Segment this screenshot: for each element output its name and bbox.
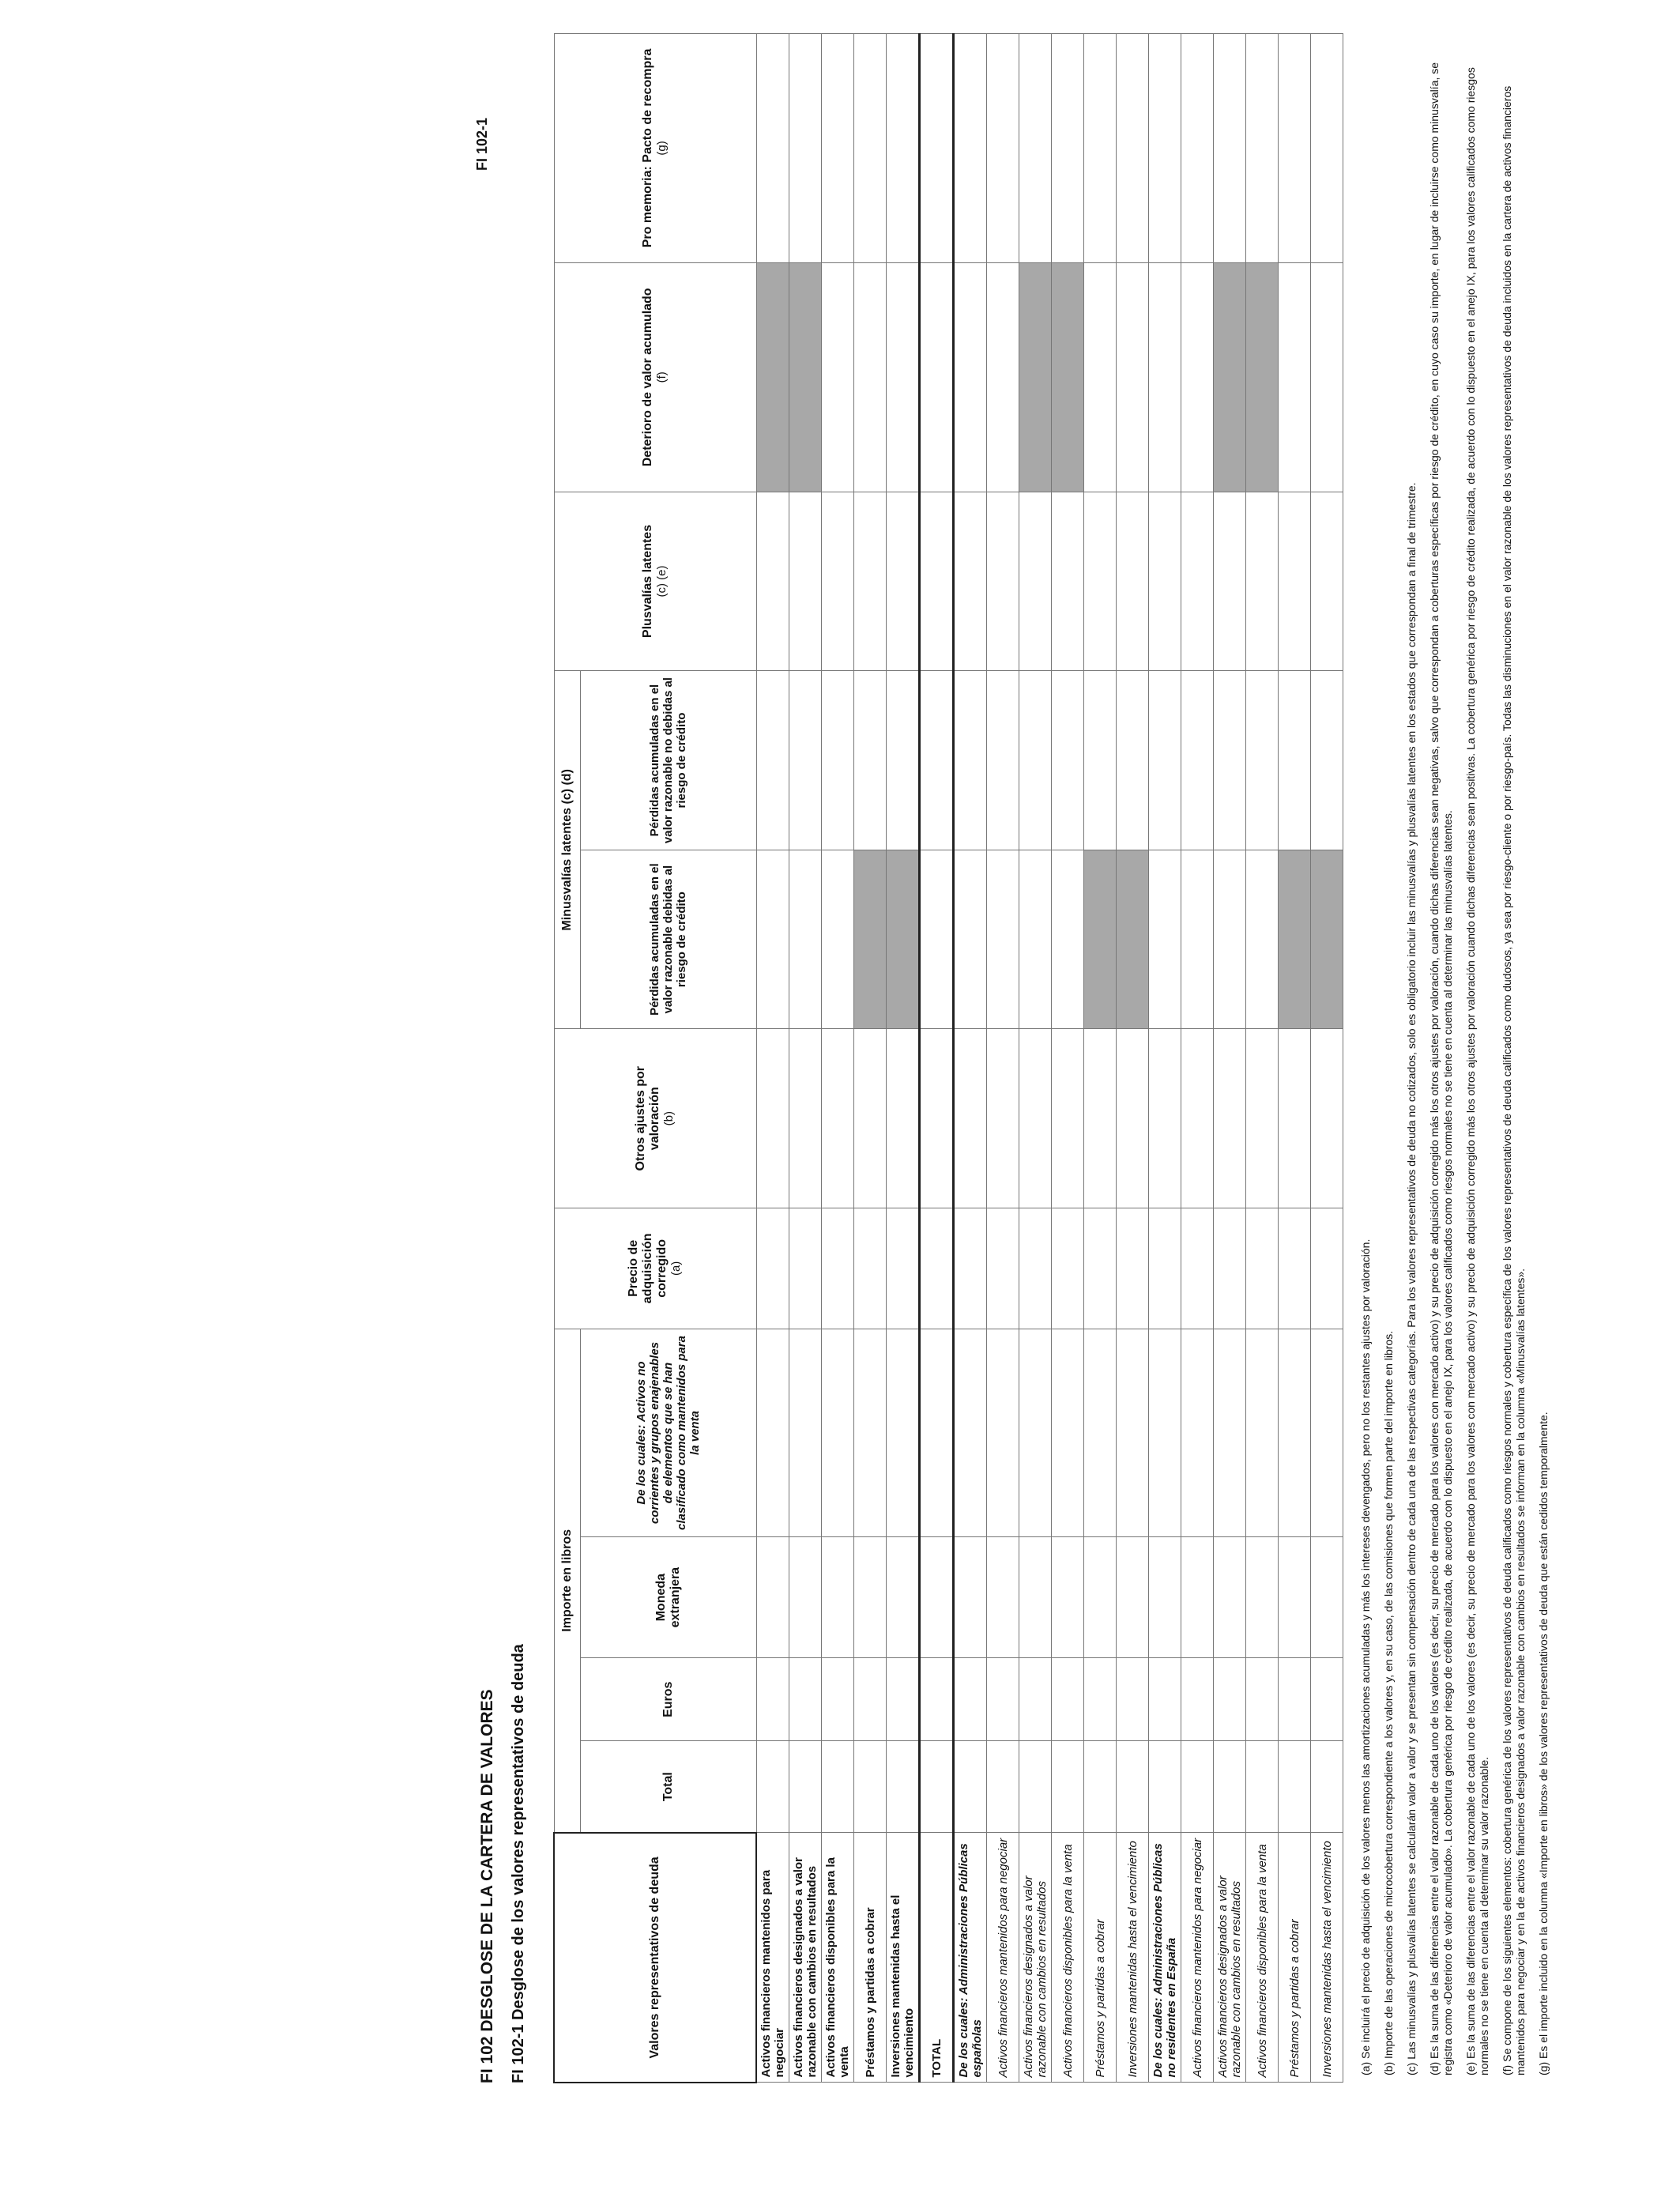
data-cell[interactable] xyxy=(1246,671,1279,850)
data-cell[interactable] xyxy=(1181,1029,1214,1208)
data-cell[interactable] xyxy=(887,850,920,1029)
data-cell[interactable] xyxy=(1117,262,1149,492)
table-row xyxy=(1311,34,1343,2083)
data-cell[interactable] xyxy=(822,1208,854,1329)
data-cell[interactable] xyxy=(1084,1329,1117,1537)
data-cell[interactable] xyxy=(854,1658,887,1741)
col-pacto: Pro memoria: Pacto de recompra (g) xyxy=(554,34,756,263)
data-cell[interactable] xyxy=(954,671,987,850)
data-cell[interactable] xyxy=(1279,1658,1311,1741)
data-cell[interactable] xyxy=(756,492,789,671)
data-cell[interactable] xyxy=(1214,1741,1246,1833)
data-cell[interactable] xyxy=(789,492,822,671)
footnote: (b) Importe de las operaciones de microcobertura correspondiente a los valores y, en su caso, de las comisiones que formen parte del importe en libros. xyxy=(1382,1330,1395,2075)
data-cell[interactable] xyxy=(756,1329,789,1537)
table-row xyxy=(1052,34,1084,2083)
data-cell[interactable] xyxy=(854,1029,887,1208)
row-label: Activos financieros disponibles para la venta xyxy=(1246,1833,1279,2083)
data-cell[interactable] xyxy=(1084,1658,1117,1741)
data-cell[interactable] xyxy=(954,1537,987,1658)
data-cell[interactable] xyxy=(1019,492,1052,671)
data-cell[interactable] xyxy=(987,34,1019,263)
data-cell[interactable] xyxy=(1117,671,1149,850)
data-cell[interactable] xyxy=(1214,1537,1246,1658)
footnote: (a) Se incluirá el precio de adquisición de los valores menos las amortizaciones acumuladas y más los intereses devengados, pero no los restantes ajustes por valoración. xyxy=(1359,1238,1372,2075)
page-subtitle: FI 102-1 Desglose de los valores representativos de deuda xyxy=(510,1644,527,2083)
data-cell[interactable] xyxy=(1149,34,1181,263)
row-label: De los cuales: Administraciones Públicas no residentes en España xyxy=(1149,1833,1181,2083)
data-cell[interactable] xyxy=(1084,492,1117,671)
data-cell[interactable] xyxy=(920,1658,954,1741)
data-cell[interactable] xyxy=(1246,34,1279,263)
data-cell[interactable] xyxy=(920,1537,954,1658)
data-cell[interactable] xyxy=(987,1537,1019,1658)
data-cell[interactable] xyxy=(1052,1658,1084,1741)
data-cell[interactable] xyxy=(1181,1658,1214,1741)
data-cell[interactable] xyxy=(920,492,954,671)
data-cell[interactable] xyxy=(789,262,822,492)
data-cell[interactable] xyxy=(1246,1537,1279,1658)
data-cell[interactable] xyxy=(1084,1208,1117,1329)
footnote: (g) Es el importe incluido en la columna «Importe en libros» de los valores representativos de deuda que están cedidos temporalmente. xyxy=(1537,1412,1550,2075)
data-cell[interactable] xyxy=(789,1029,822,1208)
data-cell[interactable] xyxy=(854,1208,887,1329)
data-cell[interactable] xyxy=(987,1329,1019,1537)
data-cell[interactable] xyxy=(1279,34,1311,263)
col-precio: Precio de adquisición corregido (a) xyxy=(554,1208,756,1329)
data-cell[interactable] xyxy=(954,1741,987,1833)
data-cell[interactable] xyxy=(1279,262,1311,492)
data-cell[interactable] xyxy=(920,850,954,1029)
footnote: (d) Es la suma de las diferencias entre el valor razonable de cada uno de los valores (es decir, su precio de mercado para los valores con mercado activo) y su precio de adquisición corregido más los otros ajustes por valoración, cuando dichas diferencias sean negativas, salvo que correspondan a coberturas específicas por riesgo de crédito, en cuyo caso su importe, en lugar de incluirse como minusvalía, se registra como «Deterioro de valor acumulado». La cobertura genérica por riesgo de crédito realizada, de acuerdo con lo dispuesto en el anejo IX, para los valores calificados como riesgos normales no se tiene en cuenta al determinar las minusvalías latentes. xyxy=(1428,62,1454,2075)
data-cell[interactable] xyxy=(1052,850,1084,1029)
data-cell[interactable] xyxy=(1052,1208,1084,1329)
data-cell[interactable] xyxy=(920,1029,954,1208)
data-cell[interactable] xyxy=(1214,671,1246,850)
col-plusvalias: Plusvalías latentes (c) (e) xyxy=(554,492,756,671)
table-row xyxy=(1279,34,1311,2083)
data-cell[interactable] xyxy=(1052,1029,1084,1208)
data-cell[interactable] xyxy=(1149,1537,1181,1658)
data-cell[interactable] xyxy=(1149,492,1181,671)
data-cell[interactable] xyxy=(822,492,854,671)
data-cell[interactable] xyxy=(920,1208,954,1329)
data-cell[interactable] xyxy=(1311,262,1343,492)
data-cell[interactable] xyxy=(822,262,854,492)
data-cell[interactable] xyxy=(1084,262,1117,492)
data-cell[interactable] xyxy=(1019,1029,1052,1208)
data-cell[interactable] xyxy=(987,850,1019,1029)
data-cell[interactable] xyxy=(887,1741,920,1833)
data-cell[interactable] xyxy=(987,1208,1019,1329)
data-cell[interactable] xyxy=(789,1658,822,1741)
data-cell[interactable] xyxy=(1311,1741,1343,1833)
data-cell[interactable] xyxy=(1311,1208,1343,1329)
data-cell[interactable] xyxy=(854,262,887,492)
data-cell[interactable] xyxy=(1052,671,1084,850)
data-cell[interactable] xyxy=(1019,34,1052,263)
data-cell[interactable] xyxy=(954,34,987,263)
form-code: FI 102-1 xyxy=(474,117,490,171)
data-cell[interactable] xyxy=(789,1741,822,1833)
data-cell[interactable] xyxy=(1279,1537,1311,1658)
data-cell[interactable] xyxy=(1117,1208,1149,1329)
data-cell[interactable] xyxy=(1117,1329,1149,1537)
data-cell[interactable] xyxy=(1052,34,1084,263)
page-title: FI 102 DESGLOSE DE LA CARTERA DE VALORES xyxy=(478,1689,496,2083)
data-cell[interactable] xyxy=(822,1537,854,1658)
data-cell[interactable] xyxy=(1084,34,1117,263)
data-cell[interactable] xyxy=(1019,1658,1052,1741)
data-cell[interactable] xyxy=(1181,1208,1214,1329)
data-cell[interactable] xyxy=(756,1658,789,1741)
data-cell[interactable] xyxy=(756,1537,789,1658)
data-cell[interactable] xyxy=(1246,492,1279,671)
table-row xyxy=(1149,34,1181,2083)
data-cell[interactable] xyxy=(954,1658,987,1741)
data-cell[interactable] xyxy=(1149,1741,1181,1833)
data-cell[interactable] xyxy=(1149,1029,1181,1208)
data-cell[interactable] xyxy=(987,1029,1019,1208)
data-cell[interactable] xyxy=(1019,1208,1052,1329)
data-cell[interactable] xyxy=(987,671,1019,850)
row-header-cell: Valores representativos de deuda xyxy=(554,1833,756,2083)
data-cell[interactable] xyxy=(1181,262,1214,492)
data-cell[interactable] xyxy=(1117,34,1149,263)
data-cell[interactable] xyxy=(920,262,954,492)
data-cell[interactable] xyxy=(887,34,920,263)
data-cell[interactable] xyxy=(1019,850,1052,1029)
data-cell[interactable] xyxy=(920,1741,954,1833)
data-cell[interactable] xyxy=(1052,1537,1084,1658)
row-label: Préstamos y partidas a cobrar xyxy=(1084,1833,1117,2083)
row-label: Activos financieros disponibles para la venta xyxy=(822,1833,854,2083)
col-moneda: Moneda extranjera xyxy=(580,1537,756,1658)
data-cell[interactable] xyxy=(1246,1029,1279,1208)
data-cell[interactable] xyxy=(1084,671,1117,850)
data-cell[interactable] xyxy=(1019,262,1052,492)
data-cell[interactable] xyxy=(887,492,920,671)
data-cell[interactable] xyxy=(1214,850,1246,1029)
data-cell[interactable] xyxy=(1279,1029,1311,1208)
data-cell[interactable] xyxy=(854,1537,887,1658)
table-row xyxy=(1246,34,1279,2083)
data-cell[interactable] xyxy=(1052,1741,1084,1833)
data-cell[interactable] xyxy=(1117,1658,1149,1741)
data-cell[interactable] xyxy=(987,1741,1019,1833)
data-cell[interactable] xyxy=(822,1329,854,1537)
table-row xyxy=(789,34,822,2083)
data-cell[interactable] xyxy=(987,262,1019,492)
data-cell[interactable] xyxy=(854,34,887,263)
data-cell[interactable] xyxy=(854,671,887,850)
data-cell[interactable] xyxy=(822,1029,854,1208)
data-cell[interactable] xyxy=(1181,1537,1214,1658)
row-label: Activos financieros designados a valor razonable con cambios en resultados xyxy=(1214,1833,1246,2083)
data-cell[interactable] xyxy=(1214,1329,1246,1537)
data-cell[interactable] xyxy=(854,1329,887,1537)
data-cell[interactable] xyxy=(1149,262,1181,492)
footnotes xyxy=(1359,52,1560,2075)
group-header-importe: Importe en libros xyxy=(554,1329,580,1833)
data-cell[interactable] xyxy=(1117,850,1149,1029)
data-cell[interactable] xyxy=(1084,850,1117,1029)
data-cell[interactable] xyxy=(756,34,789,263)
data-cell[interactable] xyxy=(1279,1741,1311,1833)
data-cell[interactable] xyxy=(1214,34,1246,263)
data-cell[interactable] xyxy=(1149,1329,1181,1537)
data-cell[interactable] xyxy=(1019,1741,1052,1833)
table-row xyxy=(1084,34,1117,2083)
col-perdidas-no-credito: Pérdidas acumuladas en el valor razonable no debidas al riesgo de crédito xyxy=(580,671,756,850)
col-euros: Euros xyxy=(580,1658,756,1741)
data-cell[interactable] xyxy=(789,34,822,263)
data-cell[interactable] xyxy=(1311,1329,1343,1537)
data-cell[interactable] xyxy=(1117,1537,1149,1658)
data-cell[interactable] xyxy=(822,671,854,850)
data-cell[interactable] xyxy=(1181,34,1214,263)
data-cell[interactable] xyxy=(1246,262,1279,492)
row-label: Activos financieros mantenidos para negociar xyxy=(987,1833,1019,2083)
data-cell[interactable] xyxy=(1052,492,1084,671)
data-cell[interactable] xyxy=(954,850,987,1029)
row-label: Inversiones mantenidas hasta el vencimiento xyxy=(887,1833,920,2083)
row-label: Activos financieros designados a valor razonable con cambios en resultados xyxy=(789,1833,822,2083)
data-cell[interactable] xyxy=(1181,1741,1214,1833)
data-cell[interactable] xyxy=(954,1029,987,1208)
data-cell[interactable] xyxy=(756,262,789,492)
row-label: Activos financieros mantenidos para negociar xyxy=(756,1833,789,2083)
table-row xyxy=(1019,34,1052,2083)
data-cell[interactable] xyxy=(954,262,987,492)
data-cell[interactable] xyxy=(1246,1208,1279,1329)
data-cell[interactable] xyxy=(1181,850,1214,1029)
data-cell[interactable] xyxy=(954,1329,987,1537)
data-cell[interactable] xyxy=(1117,1029,1149,1208)
data-cell[interactable] xyxy=(1019,671,1052,850)
data-cell[interactable] xyxy=(1279,1329,1311,1537)
data-cell[interactable] xyxy=(756,671,789,850)
data-cell[interactable] xyxy=(1311,1658,1343,1741)
data-cell[interactable] xyxy=(1149,671,1181,850)
data-cell[interactable] xyxy=(789,1329,822,1537)
data-cell[interactable] xyxy=(920,671,954,850)
data-cell[interactable] xyxy=(987,1658,1019,1741)
data-cell[interactable] xyxy=(1311,850,1343,1029)
footnote: (e) Es la suma de las diferencias entre el valor razonable de cada uno de los valores (es decir, su precio de mercado para los valores con mercado activo) y su precio de adquisición corregido más los otros ajustes por valoración cuando dichas diferencias sean positivas. La cobertura genérica por riesgo de crédito realizada, de acuerdo con lo dispuesto en el anejo IX, para los valores calificados como riesgos normales no se tiene en cuenta al determinar su valor razonable. xyxy=(1464,67,1490,2075)
table-row xyxy=(822,34,854,2083)
data-cell[interactable] xyxy=(1117,1741,1149,1833)
table-row xyxy=(1181,34,1214,2083)
row-label: Inversiones mantenidas hasta el vencimiento xyxy=(1117,1833,1149,2083)
data-cell[interactable] xyxy=(887,1329,920,1537)
data-cell[interactable] xyxy=(1246,1658,1279,1741)
data-cell[interactable] xyxy=(954,492,987,671)
col-total: Total xyxy=(580,1741,756,1833)
data-cell[interactable] xyxy=(1311,671,1343,850)
data-cell[interactable] xyxy=(920,34,954,263)
row-label: Préstamos y partidas a cobrar xyxy=(1279,1833,1311,2083)
data-cell[interactable] xyxy=(1311,34,1343,263)
data-cell[interactable] xyxy=(1181,1329,1214,1537)
data-cell[interactable] xyxy=(887,262,920,492)
data-cell[interactable] xyxy=(887,1658,920,1741)
table-row xyxy=(954,34,987,2083)
col-deterioro: Deterioro de valor acumulado (f) xyxy=(554,262,756,492)
table-row xyxy=(756,34,789,2083)
data-cell[interactable] xyxy=(822,34,854,263)
data-cell[interactable] xyxy=(1214,1658,1246,1741)
group-header-minusvalias: Minusvalías latentes (c) (d) xyxy=(554,671,580,1029)
data-cell[interactable] xyxy=(1279,1208,1311,1329)
data-cell[interactable] xyxy=(756,1029,789,1208)
table-row xyxy=(887,34,920,2083)
data-cell[interactable] xyxy=(1181,671,1214,850)
data-cell[interactable] xyxy=(887,1029,920,1208)
data-cell[interactable] xyxy=(887,671,920,850)
data-cell[interactable] xyxy=(789,671,822,850)
data-cell[interactable] xyxy=(822,850,854,1029)
data-cell[interactable] xyxy=(789,850,822,1029)
row-label: TOTAL xyxy=(920,1833,954,2083)
data-cell[interactable] xyxy=(920,1329,954,1537)
data-cell[interactable] xyxy=(1214,1029,1246,1208)
data-cell[interactable] xyxy=(1214,1208,1246,1329)
data-cell[interactable] xyxy=(789,1208,822,1329)
data-cell[interactable] xyxy=(854,1741,887,1833)
data-cell[interactable] xyxy=(1084,1029,1117,1208)
data-cell[interactable] xyxy=(1246,1329,1279,1537)
data-cell[interactable] xyxy=(1279,492,1311,671)
data-cell[interactable] xyxy=(789,1537,822,1658)
data-cell[interactable] xyxy=(887,1537,920,1658)
data-cell[interactable] xyxy=(887,1208,920,1329)
row-label: De los cuales: Administraciones Públicas españolas xyxy=(954,1833,987,2083)
data-cell[interactable] xyxy=(1052,1329,1084,1537)
col-perdidas-credito: Pérdidas acumuladas en el valor razonable debidas al riesgo de crédito xyxy=(580,850,756,1029)
data-cell[interactable] xyxy=(1019,1537,1052,1658)
row-label: Activos financieros mantenidos para negociar xyxy=(1181,1833,1214,2083)
data-cell[interactable] xyxy=(1214,492,1246,671)
data-cell[interactable] xyxy=(1149,1658,1181,1741)
data-cell[interactable] xyxy=(822,1741,854,1833)
table-row xyxy=(1214,34,1246,2083)
data-cell[interactable] xyxy=(1084,1741,1117,1833)
data-cell[interactable] xyxy=(854,492,887,671)
data-cell[interactable] xyxy=(756,1208,789,1329)
data-cell[interactable] xyxy=(822,1658,854,1741)
col-de-los-cuales: De los cuales: Activos no corrientes y grupos enajenables de elementos que se han clasificado como mantenidos para la venta xyxy=(580,1329,756,1537)
data-cell[interactable] xyxy=(1181,492,1214,671)
data-cell[interactable] xyxy=(954,1208,987,1329)
data-cell[interactable] xyxy=(756,1741,789,1833)
data-cell[interactable] xyxy=(1052,262,1084,492)
data-cell[interactable] xyxy=(1084,1537,1117,1658)
data-cell[interactable] xyxy=(756,850,789,1029)
table-row xyxy=(854,34,887,2083)
data-cell[interactable] xyxy=(1149,1208,1181,1329)
data-cell[interactable] xyxy=(1279,850,1311,1029)
data-cell[interactable] xyxy=(1311,1029,1343,1208)
table-row xyxy=(920,34,954,2083)
data-cell[interactable] xyxy=(987,492,1019,671)
footnote: (c) Las minusvalías y plusvalías latentes se calcularán valor a valor y se presentan sin compensación dentro de cada una de las respectivas categorías. Para los valores representativos de deuda no cotizados, solo es obligatorio incluir las minusvalías y plusvalías latentes en los estados que correspondan a final de trimestre. xyxy=(1405,482,1418,2075)
footnote: (f) Se compone de los siguientes elementos: cobertura genérica de los valores representativos de deuda calificados como riesgos normales y cobertura específica de los valores representativos de deuda calificados como dudosos, ya sea por riesgo-cliente o por riesgo-país. Todas las disminuciones en el valor razonable de los valores representativos de deuda incluidos en la cartera de activos financieros mantenidos para negociar y en la de activos financieros designados a valor razonable con cambios en resultados se informan en la columna «Minusvalías latentes». xyxy=(1501,85,1527,2075)
row-label: Préstamos y partidas a cobrar xyxy=(854,1833,887,2083)
debt-securities-table xyxy=(553,33,1343,2083)
data-cell[interactable] xyxy=(854,850,887,1029)
data-cell[interactable] xyxy=(1246,850,1279,1029)
data-cell[interactable] xyxy=(1311,492,1343,671)
row-label: Activos financieros designados a valor razonable con cambios en resultados xyxy=(1019,1833,1052,2083)
data-cell[interactable] xyxy=(1311,1537,1343,1658)
data-cell[interactable] xyxy=(1279,671,1311,850)
data-cell[interactable] xyxy=(1214,262,1246,492)
data-cell[interactable] xyxy=(1246,1741,1279,1833)
data-cell[interactable] xyxy=(1019,1329,1052,1537)
table-row xyxy=(987,34,1019,2083)
row-label: Inversiones mantenidas hasta el vencimiento xyxy=(1311,1833,1343,2083)
col-otros: Otros ajustes por valoración (b) xyxy=(554,1029,756,1208)
table-row xyxy=(1117,34,1149,2083)
data-cell[interactable] xyxy=(1117,492,1149,671)
data-cell[interactable] xyxy=(1149,850,1181,1029)
row-label: Activos financieros disponibles para la venta xyxy=(1052,1833,1084,2083)
